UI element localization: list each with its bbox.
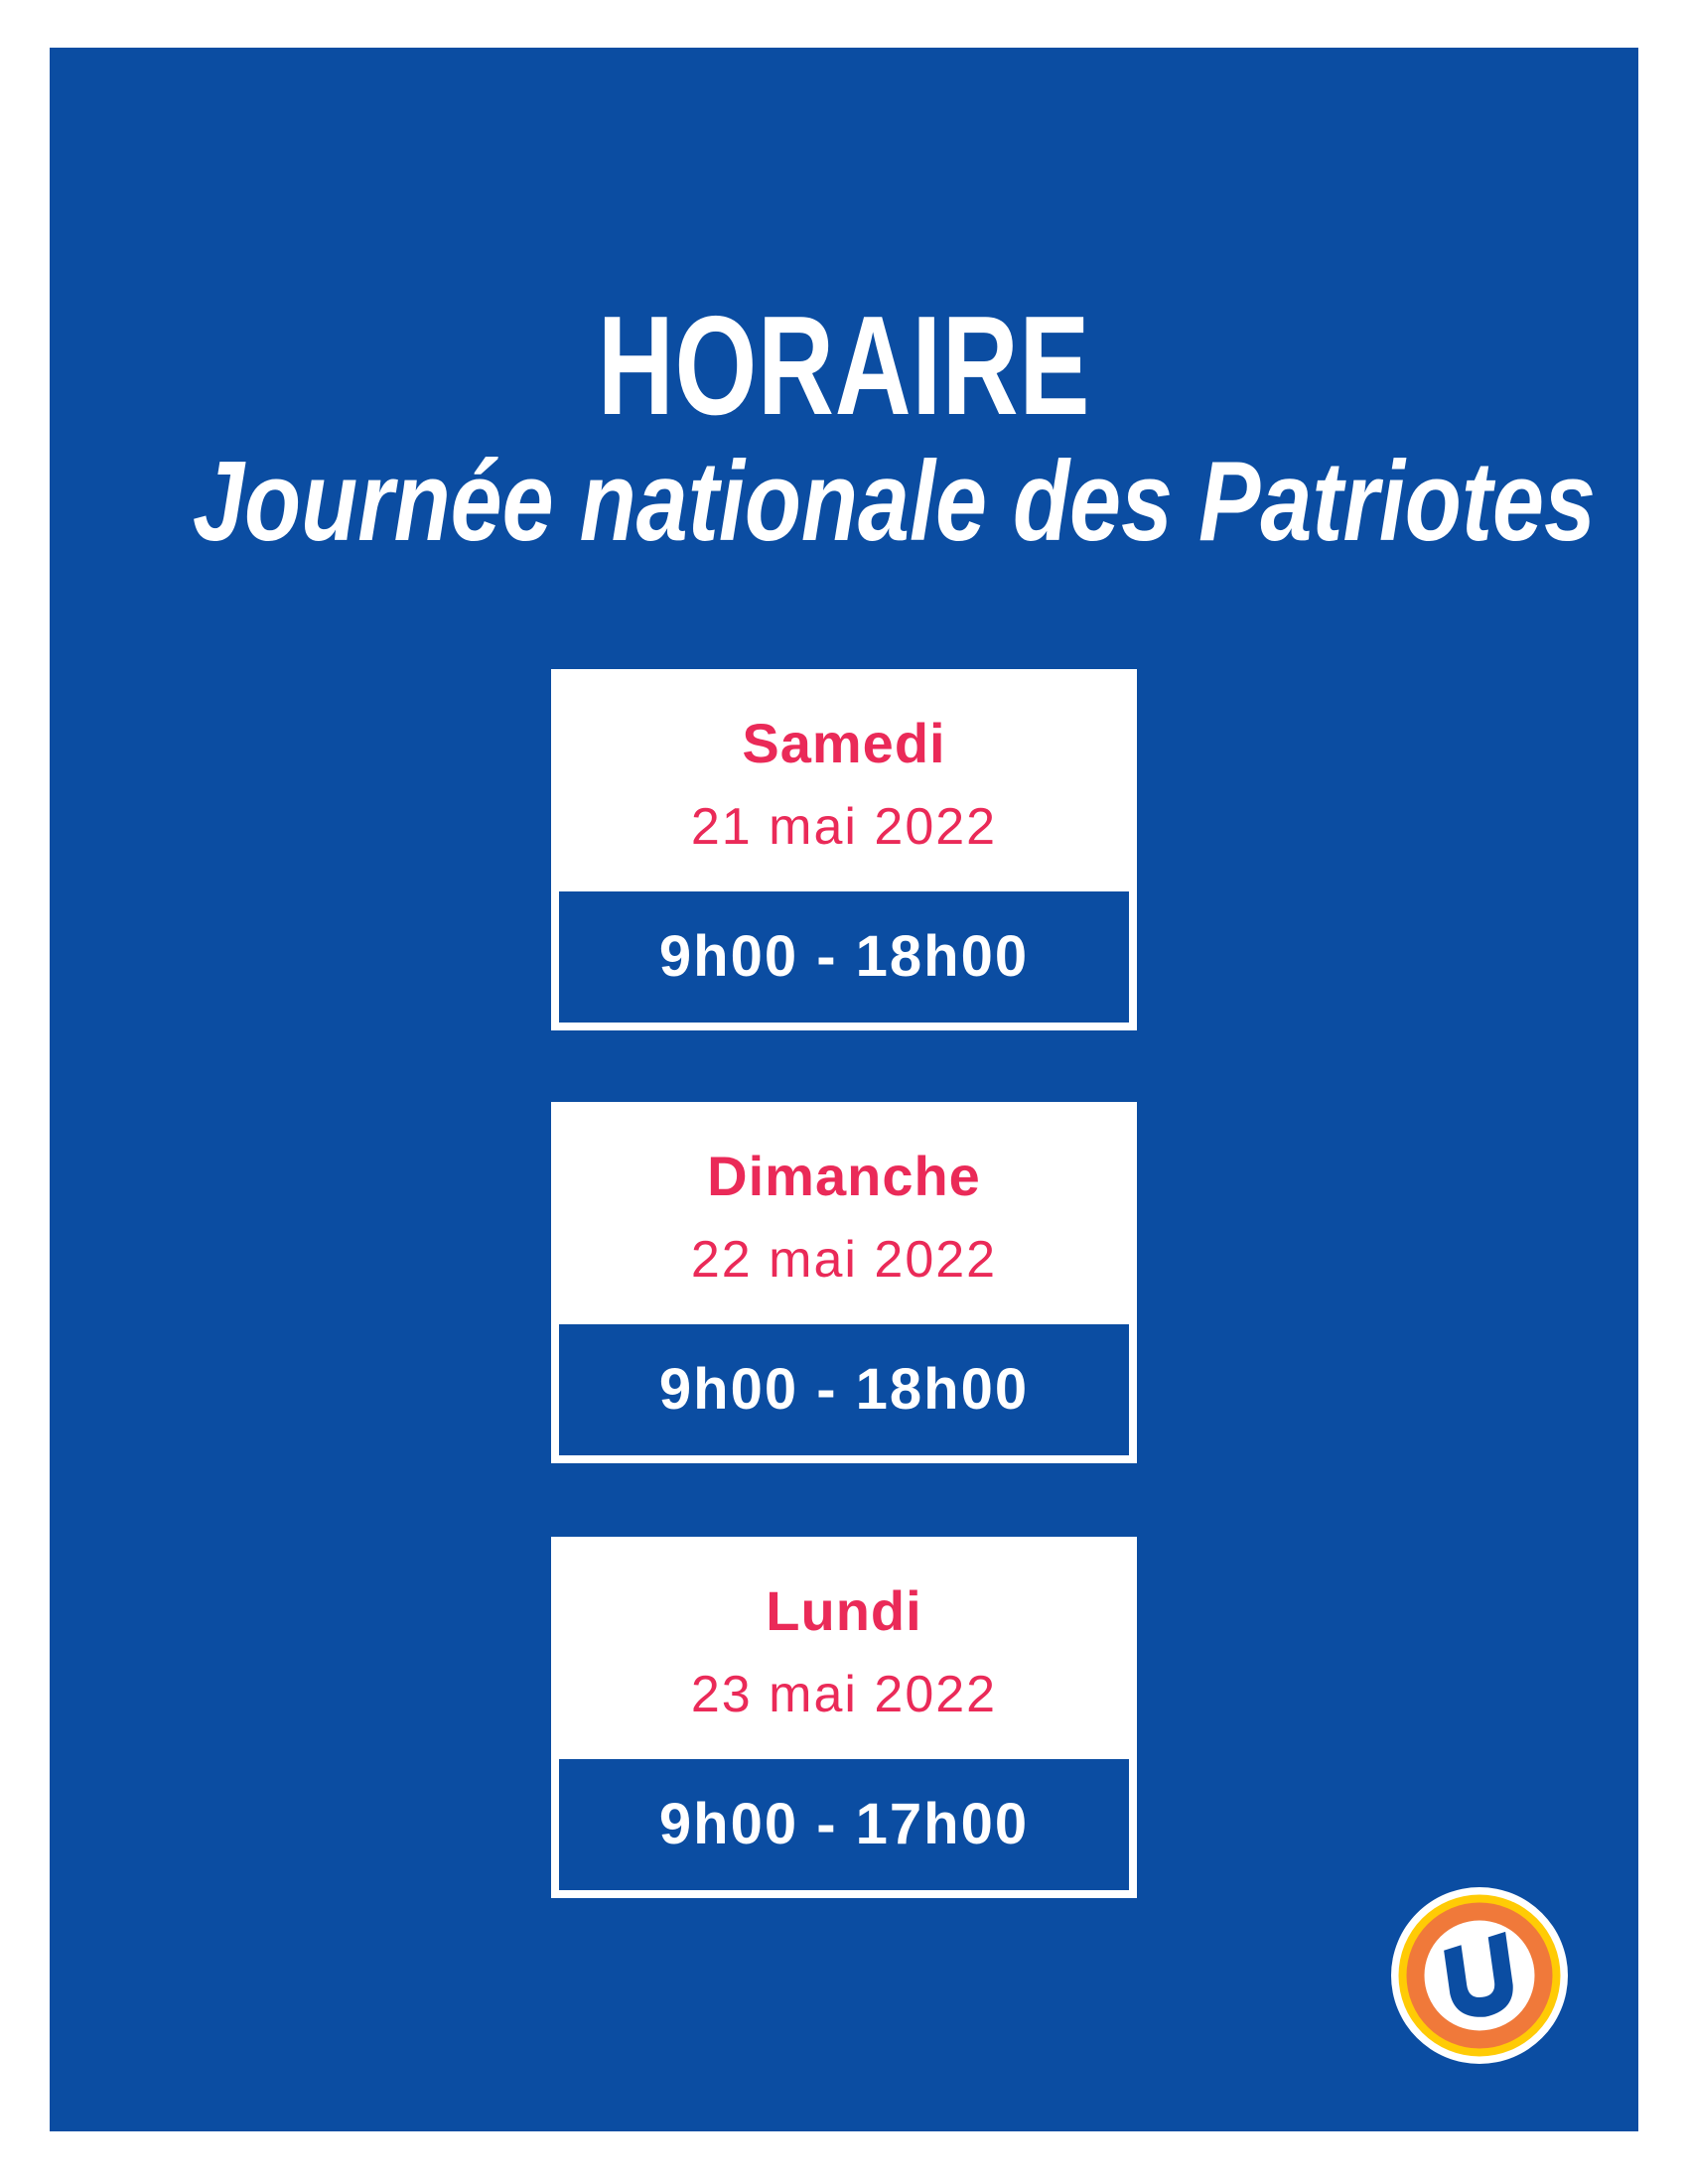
page-title: HORAIRE [597,287,1091,445]
hours-band [559,1759,1129,1890]
schedule-card-dimanche [551,1102,1137,1463]
schedule-card-samedi [551,669,1137,1030]
schedule-card-header [559,1110,1129,1324]
poster-background [50,48,1638,2131]
day-label: Lundi [766,1579,922,1642]
date-label: 22 mai 2022 [690,1231,998,1289]
hours-band [559,891,1129,1023]
schedule-card-lundi [551,1537,1137,1898]
hours-band [559,1324,1129,1455]
day-label: Samedi [742,712,946,774]
day-label: Dimanche [707,1145,981,1207]
date-label: 23 mai 2022 [690,1666,998,1723]
hours-label: 9h00 - 17h00 [658,1792,1030,1856]
schedule-card-header [559,677,1129,891]
hours-label: 9h00 - 18h00 [658,1357,1030,1422]
u-brand-logo-icon [1391,1887,1568,2064]
page-subtitle: Journée nationale des Patriotes [193,439,1597,565]
schedule-card-header [559,1545,1129,1759]
date-label: 21 mai 2022 [690,798,998,856]
hours-label: 9h00 - 18h00 [658,924,1030,989]
